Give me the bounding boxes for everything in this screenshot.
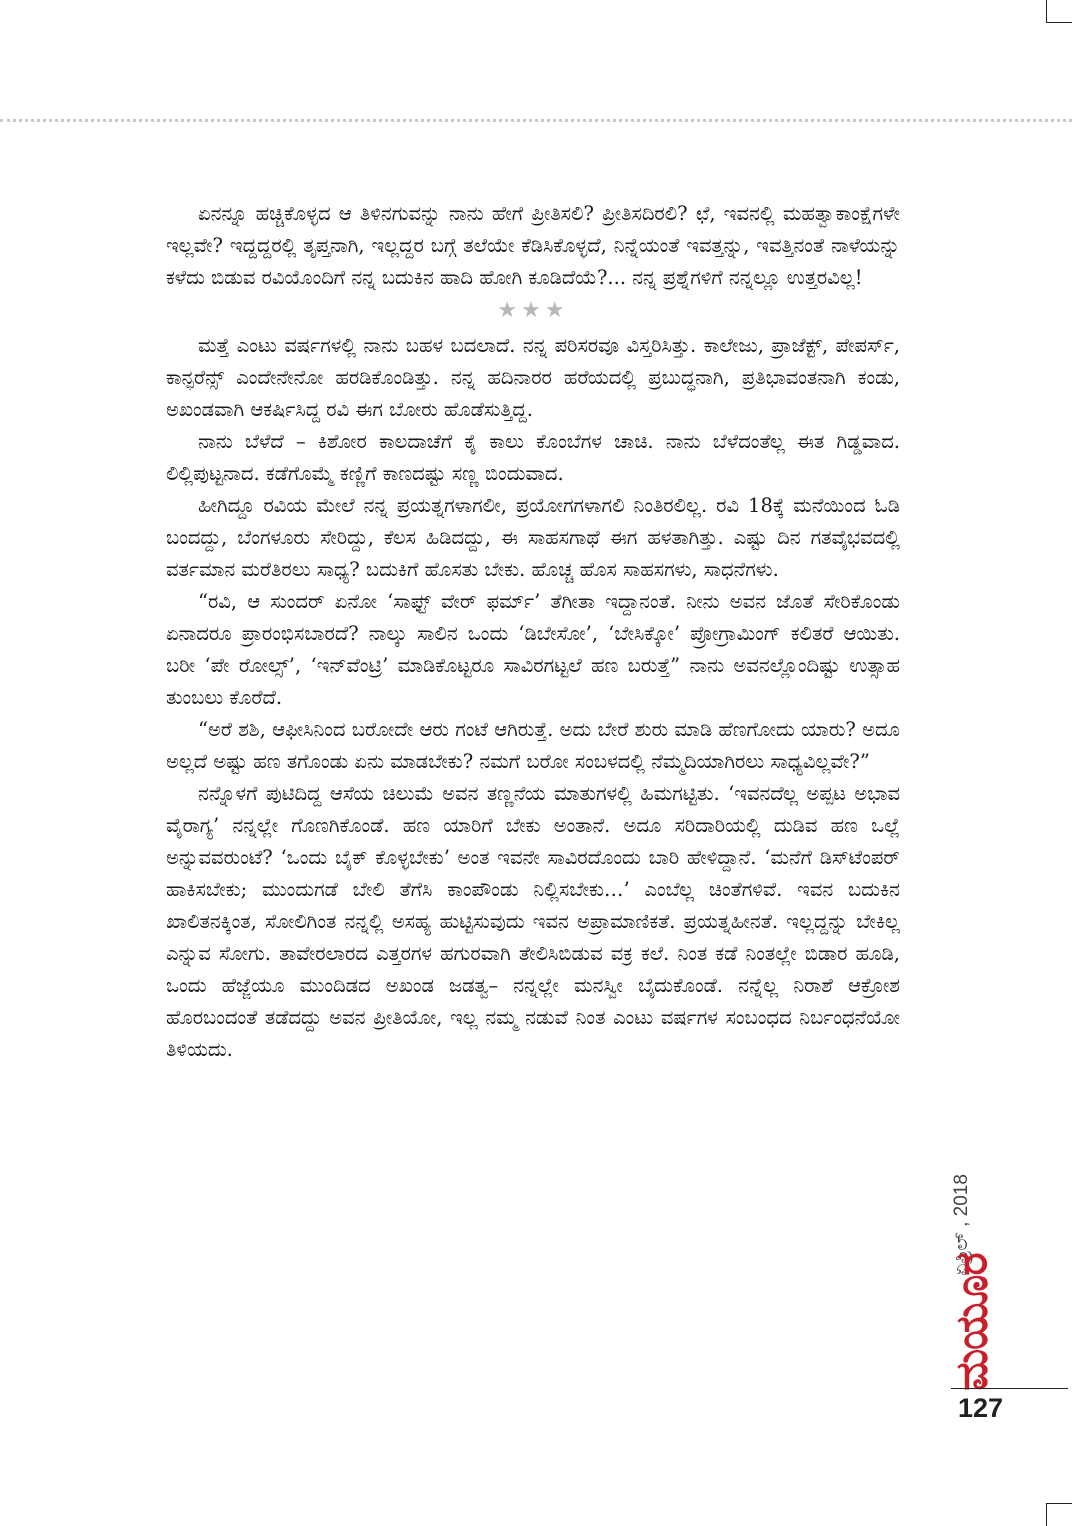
section-separator: ★★★ bbox=[497, 298, 569, 323]
paragraph-2: ಮತ್ತೆ ಎಂಟು ವರ್ಷಗಳಲ್ಲಿ ನಾನು ಬಹಳ ಬದಲಾದೆ. ನನ್ನ ಪರಿಸರವೂ ವಿಸ್ತರಿಸಿತ್ತು. ಕಾಲೇಜು, ಪ್ರಾಜೆಕ್ಟ್, ಪೇಪರ್ಸ್, ಕಾನ್ಫರೆನ್ಸ್ ಎಂದೇನೇನೋ ಹರಡಿಕೊಂಡಿತ್ತು. ನನ್ನ ಹದಿನಾರರ ಹರೆಯದಲ್ಲಿ ಪ್ರಬುದ್ಧನಾಗಿ, ಪ್ರತಿಭಾವಂತನಾಗಿ ಕಂಡು, ಅಖಂಡವಾಗಿ ಆಕರ್ಷಿಸಿದ್ದ ರವಿ ಈಗ ಬೋರು ಹೊಡೆಸುತ್ತಿದ್ದ. bbox=[166, 334, 900, 421]
issue-date: ಏಪ್ರಿಲ್ , 2018 bbox=[951, 1174, 972, 1276]
magazine-logo: ಮಯೂರ bbox=[946, 1253, 998, 1391]
paragraph-1: ಏನನ್ನೂ ಹಚ್ಚಿಕೊಳ್ಳದ ಆ ತಿಳಿನಗುವನ್ನು ನಾನು ಹೇಗೆ ಪ್ರೀತಿಸಲಿ? ಪ್ರೀತಿಸದಿರಲಿ? ಛೆ, ಇವನಲ್ಲಿ ಮಹತ್ವಾಕಾಂಕ್ಷೆಗಳೇ ಇಲ್ಲವೇ? ಇದ್ದದ್ದರಲ್ಲಿ ತೃಪ್ತನಾಗಿ, ಇಲ್ಲದ್ದರ ಬಗ್ಗೆ ತಲೆಯೇ ಕೆಡಿಸಿಕೊಳ್ಳದೆ, ನಿನ್ನೆಯಂತೆ ಇವತ್ತನ್ನು, ಇವತ್ತಿನಂತೆ ನಾಳೆಯನ್ನು ಕಳೆದು ಬಿಡುವ ರವಿಯೊಂದಿಗೆ ನನ್ನ ಬದುಕಿನ ಹಾದಿ ಹೋಗಿ ಕೂಡಿದೆಯೆ?... ನನ್ನ ಪ್ರಶ್ನೆಗಳಿಗೆ ನನ್ನಲ್ಲೂ ಉತ್ತರವಿಲ್ಲ! bbox=[166, 202, 900, 289]
paragraph-6: “ಅರೆ ಶಶಿ, ಆಫೀಸಿನಿಂದ ಬರೋದೇ ಆರು ಗಂಟೆ ಆಗಿರುತ್ತೆ. ಅದು ಬೇರೆ ಶುರು ಮಾಡಿ ಹೆಣಗೋದು ಯಾರು? ಅದೂ ಅಲ್ಲದೆ ಅಷ್ಟು ಹಣ ತಗೊಂಡು ಏನು ಮಾಡಬೇಕು? ನಮಗೆ ಬರೋ ಸಂಬಳದಲ್ಲಿ ನೆಮ್ಮದಿಯಾಗಿರಲು ಸಾಧ್ಯವಿಲ್ಲವೇ?” bbox=[166, 718, 900, 773]
header-dotted-rule bbox=[0, 119, 1072, 122]
page-number: 127 bbox=[958, 1393, 1004, 1423]
paragraph-3: ನಾನು ಬೆಳೆದೆ – ಕಿಶೋರ ಕಾಲದಾಚೆಗೆ ಕೈ ಕಾಲು ಕೊಂಬೆಗಳ ಚಾಚಿ. ನಾನು ಬೆಳೆದಂತೆಲ್ಲ ಈತ ಗಿಡ್ಡವಾದ. ಲಿಲ್ಲಿಪುಟ್ಟನಾದ. ಕಡೆಗೊಮ್ಮೆ ಕಣ್ಣಿಗೆ ಕಾಣದಷ್ಟು ಸಣ್ಣ ಬಿಂದುವಾದ. bbox=[166, 430, 900, 485]
paragraph-4: ಹೀಗಿದ್ದೂ ರವಿಯ ಮೇಲೆ ನನ್ನ ಪ್ರಯತ್ನಗಳಾಗಲೀ, ಪ್ರಯೋಗಗಳಾಗಲಿ ನಿಂತಿರಲಿಲ್ಲ. ರವಿ 18ಕ್ಕೆ ಮನೆಯಿಂದ ಓಡಿ ಬಂದದ್ದು, ಬೆಂಗಳೂರು ಸೇರಿದ್ದು, ಕೆಲಸ ಹಿಡಿದದ್ದು, ಈ ಸಾಹಸಗಾಥೆ ಈಗ ಹಳತಾಗಿತ್ತು. ಎಷ್ಟು ದಿನ ಗತವೈಭವದಲ್ಲಿ ವರ್ತಮಾನ ಮರೆತಿರಲು ಸಾಧ್ಯ? ಬದುಕಿಗೆ ಹೊಸತು ಬೇಕು. ಹೊಚ್ಚ ಹೊಸ ಸಾಹಸಗಳು, ಸಾಧನೆಗಳು. bbox=[166, 494, 900, 581]
crop-mark-top bbox=[1046, 0, 1072, 23]
paragraph-7: ನನ್ನೊಳಗೆ ಪುಟಿದಿದ್ದ ಆಸೆಯ ಚಿಲುಮೆ ಅವನ ತಣ್ಣನೆಯ ಮಾತುಗಳಲ್ಲಿ ಹಿಮಗಟ್ಟಿತು. ‘ಇವನದೆಲ್ಲ ಅಪ್ಪಟ ಅಭಾವ ವೈರಾಗ್ಯ’ ನನ್ನಲ್ಲೇ ಗೊಣಗಿಕೊಂಡೆ. ಹಣ ಯಾರಿಗೆ ಬೇಕು ಅಂತಾನೆ. ಅದೂ ಸರಿದಾರಿಯಲ್ಲಿ ದುಡಿವ ಹಣ ಒಲ್ಲೆ ಅನ್ನುವವರುಂಟೆ? ‘ಒಂದು ಬೈಕ್ ಕೊಳ್ಳಬೇಕು’ ಅಂತ ಇವನೇ ಸಾವಿರದೊಂದು ಬಾರಿ ಹೇಳಿದ್ದಾನೆ. ‘ಮನೆಗೆ ಡಿಸ್‌ಟೆಂಪರ್ ಹಾಕಿಸಬೇಕು; ಮುಂದುಗಡೆ ಬೇಲಿ ತೆಗೆಸಿ ಕಾಂಪೌಂಡು ನಿಲ್ಲಿಸಬೇಕು…’ ಎಂಬೆಲ್ಲ ಚಿಂತೆಗಳಿವೆ. ಇವನ ಬದುಕಿನ ಖಾಲಿತನಕ್ಕಿಂತ, ಸೋಲಿಗಿಂತ ನನ್ನಲ್ಲಿ ಅಸಹ್ಯ ಹುಟ್ಟಿಸುವುದು ಇವನ ಅಪ್ರಾಮಾಣಿಕತೆ. ಪ್ರಯತ್ನಹೀನತೆ. ಇಲ್ಲದ್ದನ್ನು ಬೇಕಿಲ್ಲ ಎನ್ನುವ ಸೋಗು. ತಾವೇರಲಾರದ ಎತ್ತರಗಳ ಹಗುರವಾಗಿ ತೇಲಿಸಿಬಿಡುವ ವಕ್ರ ಕಲೆ. ನಿಂತ ಕಡೆ ನಿಂತಲ್ಲೇ ಬಿಡಾರ ಹೂಡಿ, ಒಂದು ಹೆಜ್ಜೆಯೂ ಮುಂದಿಡದ ಅಖಂಡ ಜಡತ್ವ– ನನ್ನಲ್ಲೇ ಮನಸ್ವೀ ಬೈದುಕೊಂಡೆ. ನನ್ನೆಲ್ಲ ನಿರಾಶೆ ಆಕ್ರೋಶ ಹೊರಬಂದಂತೆ ತಡೆದದ್ದು ಅವನ ಪ್ರೀತಿಯೋ, ಇಲ್ಲ ನಮ್ಮ ನಡುವೆ ನಿಂತ ಎಂಟು ವರ್ಷಗಳ ಸಂಬಂಧದ ನಿರ್ಬಂಧನೆಯೋ ತಿಳಿಯದು. bbox=[166, 782, 900, 1061]
page-number-rule bbox=[951, 1388, 1068, 1389]
paragraph-5: “ರವಿ, ಆ ಸುಂದರ್ ಏನೋ ‘ಸಾಫ್ಟ್ ವೇರ್ ಫರ್ಮ್’ ತೆಗೀತಾ ಇದ್ದಾನಂತೆ. ನೀನು ಅವನ ಜೊತೆ ಸೇರಿಕೊಂಡು ಏನಾದರೂ ಪ್ರಾರಂಭಿಸಬಾರದೆ? ನಾಲ್ಕು ಸಾಲಿನ ಒಂದು ‘ಡಿಬೇಸೋ’, ‘ಬೇಸಿಕ್ಕೋ’ ಪ್ರೋಗ್ರಾಮಿಂಗ್ ಕಲಿತರೆ ಆಯಿತು. ಬರೀ ‘ಪೇ ರೋಲ್ಸ್’, ‘ಇನ್‌ವೆಂಟ್ರಿ’ ಮಾಡಿಕೊಟ್ಟರೂ ಸಾವಿರಗಟ್ಟಲೆ ಹಣ ಬರುತ್ತೆ” ನಾನು ಅವನಲ್ಲೊಂದಿಷ್ಟು ಉತ್ಸಾಹ ತುಂಬಲು ಕೊರೆದೆ. bbox=[166, 590, 900, 709]
crop-mark-bottom bbox=[1046, 1503, 1072, 1526]
article-body bbox=[166, 198, 900, 1066]
